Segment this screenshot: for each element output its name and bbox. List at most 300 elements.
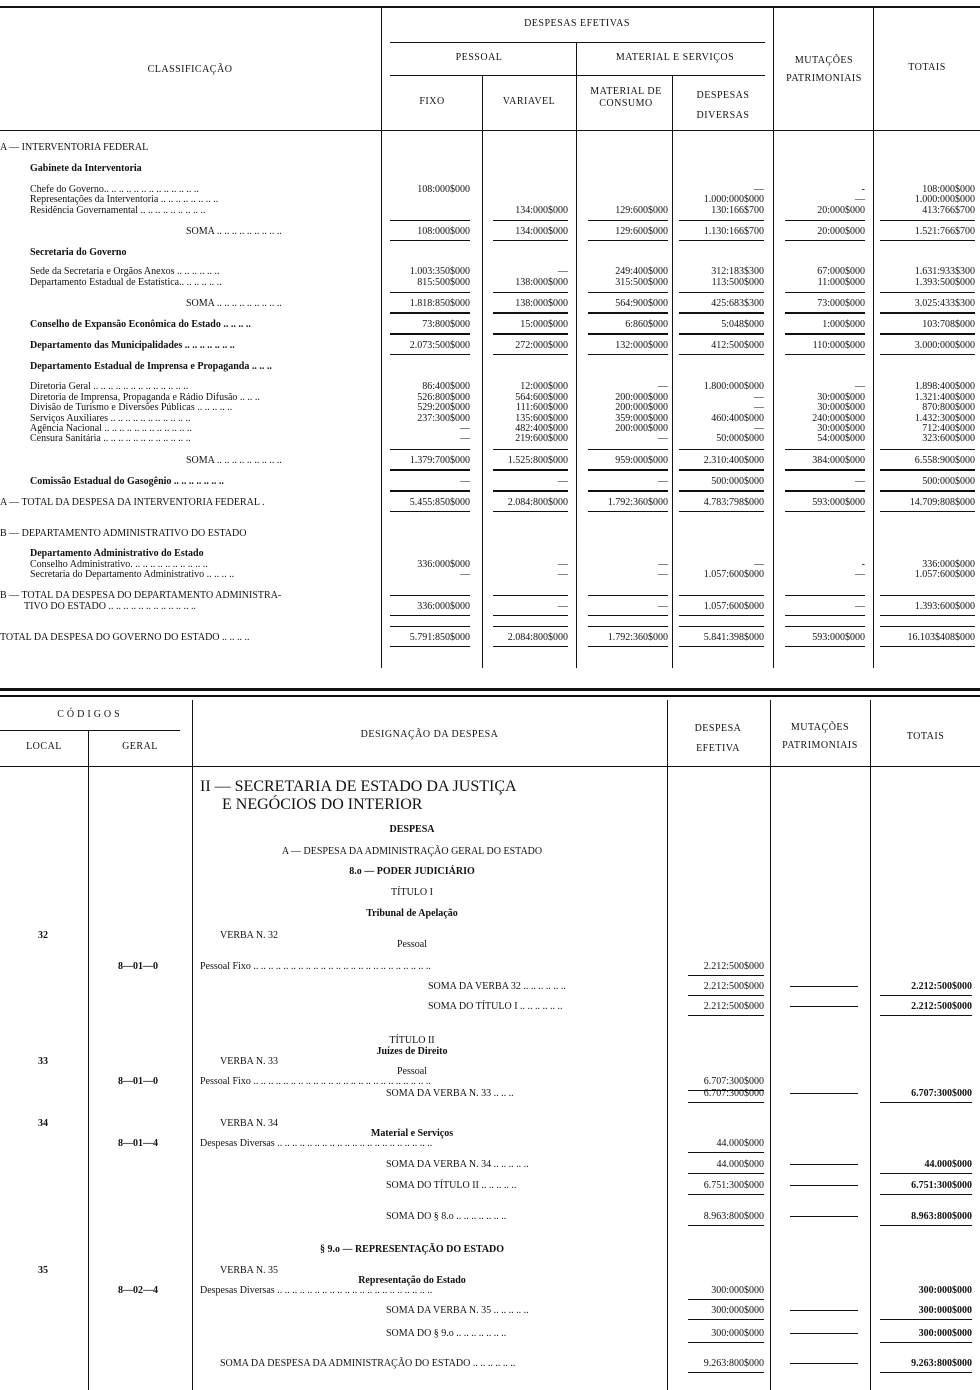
- cell-value: 1.432:300$000: [914, 413, 975, 424]
- sum-rule: [880, 313, 975, 314]
- sum-rule: [588, 334, 668, 335]
- sum-rule: [588, 313, 668, 314]
- sum-rule: [588, 595, 668, 596]
- header-rule: [0, 766, 980, 767]
- total-value: 6.707:300$000: [911, 1088, 972, 1099]
- designation-text: TÍTULO II: [389, 1035, 435, 1046]
- header-geral: GERAL: [122, 741, 158, 752]
- sum-rule: [390, 615, 470, 616]
- sum-rule: [880, 1015, 972, 1016]
- cell-value: 1.057:600$000: [703, 569, 764, 580]
- designation-text: Despesas Diversas .. .. .. .. .. .. .. .. .. .. .. .. .. .. .. .. .. .. .. .. ..: [200, 1285, 433, 1296]
- row-label: B — DEPARTAMENTO ADMINISTRATIVO DO ESTADO: [0, 528, 247, 539]
- sum-rule: [679, 491, 764, 492]
- sum-rule: [688, 1173, 764, 1174]
- despesa-efetiva-value: 2.212:500$000: [703, 981, 764, 992]
- sum-rule: [390, 313, 470, 314]
- sum-rule: [880, 1102, 972, 1103]
- despesa-efetiva-value: 9.263:800$000: [703, 1358, 764, 1369]
- sum-rule: [679, 354, 764, 355]
- sum-rule: [880, 470, 975, 471]
- cell-value: 1.525:800$000: [507, 455, 568, 466]
- sum-rule: [679, 220, 764, 221]
- designation-text: SOMA DO TÍTULO II .. .. .. .. ..: [386, 1180, 517, 1191]
- total-value: 300:000$000: [918, 1285, 972, 1296]
- sum-rule: [688, 1342, 764, 1343]
- row-label: Diretoria Geral .. .. .. .. .. .. .. .. .. .. .. .. ..: [30, 381, 189, 392]
- row-label: Departamento Estadual de Imprensa e Propaganda .. .. ..: [30, 361, 272, 372]
- sum-rule: [588, 511, 668, 512]
- cell-value: —: [460, 433, 470, 444]
- cell-value: 425:683$300: [711, 298, 764, 309]
- cell-value: -: [861, 184, 865, 195]
- cell-value: 5.791:850$000: [409, 632, 470, 643]
- designation-text: DESPESA: [389, 824, 435, 835]
- sum-rule: [790, 1093, 858, 1094]
- designation-text: SOMA DO TÍTULO I .. .. .. .. .. ..: [428, 1001, 563, 1012]
- despesa-efetiva-value: 300:000$000: [711, 1285, 764, 1296]
- sum-rule: [493, 615, 568, 616]
- designation-text: A — DESPESA DA ADMINISTRAÇÃO GERAL DO ESTADO: [281, 846, 543, 857]
- sum-rule: [785, 354, 865, 355]
- sum-rule: [493, 449, 568, 450]
- cell-value: 11:000$000: [817, 277, 865, 288]
- cell-value: 20:000$000: [817, 226, 865, 237]
- header-mutacoes: MUTAÇÕES PATRIMONIAIS: [786, 55, 862, 84]
- sum-rule: [588, 470, 668, 471]
- row-label: Divisão de Turismo e Diversões Públicas .. .. .. .. ..: [30, 402, 233, 413]
- row-label: TIVO DO ESTADO .. .. .. .. .. .. .. .. .. .. .. ..: [24, 601, 196, 612]
- sum-rule: [785, 595, 865, 596]
- sum-rule: [679, 470, 764, 471]
- cell-value: 86:400$000: [422, 381, 470, 392]
- cell-value: 108:000$000: [417, 184, 470, 195]
- sum-rule: [785, 511, 865, 512]
- cell-value: 138:000$000: [515, 298, 568, 309]
- cell-value: 1.521:766$700: [914, 226, 975, 237]
- sum-rule: [588, 615, 668, 616]
- sum-rule: [493, 354, 568, 355]
- cell-value: —: [460, 569, 470, 580]
- cell-value: 1.792:360$000: [607, 632, 668, 643]
- row-label: Departamento Administrativo do Estado: [30, 548, 204, 559]
- designation-text: § 9.o — REPRESENTAÇÃO DO ESTADO: [319, 1244, 505, 1255]
- header-classificacao: CLASSIFICAÇÃO: [147, 64, 233, 75]
- code-local: 34: [38, 1118, 48, 1129]
- total-value: 44.000$000: [924, 1159, 972, 1170]
- code-local: 32: [38, 930, 48, 941]
- designation-text: VERBA N. 32: [220, 930, 279, 941]
- total-value: 2.212:500$000: [911, 981, 972, 992]
- cell-value: 138:000$000: [515, 277, 568, 288]
- cell-value: 1.792:360$000: [607, 497, 668, 508]
- cell-value: 1.631:933$300: [914, 266, 975, 277]
- sum-rule: [390, 449, 470, 450]
- sum-rule: [390, 491, 470, 492]
- section-separator: [0, 695, 980, 697]
- sum-rule: [588, 491, 668, 492]
- sum-rule: [390, 334, 470, 335]
- sum-rule: [390, 354, 470, 355]
- cell-value: 1.379:700$000: [409, 455, 470, 466]
- row-label: SOMA .. .. .. .. .. .. .. .. ..: [186, 226, 282, 237]
- cell-value: 2.084:800$000: [507, 632, 568, 643]
- designation-text: Representação do Estado: [358, 1275, 466, 1286]
- sum-rule: [880, 449, 975, 450]
- designation-text: SOMA DA VERBA N. 33 .. .. ..: [386, 1088, 514, 1099]
- sum-rule: [588, 646, 668, 647]
- cell-value: 3.000:000$000: [914, 340, 975, 351]
- despesa-efetiva-value: 6.707:300$000: [703, 1088, 764, 1099]
- sum-rule: [785, 470, 865, 471]
- cell-value: 200:000$000: [615, 423, 668, 434]
- cell-value: —: [558, 601, 568, 612]
- sum-rule: [493, 646, 568, 647]
- total-value: 300:000$000: [918, 1305, 972, 1316]
- row-label: Censura Sanitária .. .. .. .. .. .. .. .. .. .. .. ..: [30, 433, 191, 444]
- cell-value: 129:600$000: [615, 226, 668, 237]
- header-local: LOCAL: [26, 741, 62, 752]
- header-material-consumo: MATERIAL DE CONSUMO: [590, 86, 662, 109]
- sum-rule: [790, 1185, 858, 1186]
- total-value: 2.212:500$000: [911, 1001, 972, 1012]
- cell-value: 12:000$000: [520, 381, 568, 392]
- cell-value: 103:708$000: [922, 319, 975, 330]
- sum-rule: [588, 449, 668, 450]
- cell-value: 336:000$000: [417, 601, 470, 612]
- cell-value: 6:860$000: [625, 319, 668, 330]
- header-rule: [390, 75, 765, 76]
- cell-value: 1.130:166$700: [703, 226, 764, 237]
- cell-value: 500:000$000: [922, 476, 975, 487]
- sum-rule: [588, 220, 668, 221]
- sum-rule: [688, 1372, 764, 1373]
- sum-rule: [880, 1173, 972, 1174]
- cell-value: —: [754, 392, 764, 403]
- sum-rule: [688, 1194, 764, 1195]
- sum-rule: [880, 615, 975, 616]
- sum-rule: [679, 511, 764, 512]
- row-label: Representações da Interventoria .. .. .. .. .. .. .. ..: [30, 194, 219, 205]
- code-local: 35: [38, 1265, 48, 1276]
- sum-rule: [790, 986, 858, 987]
- cell-value: 1.000:000$000: [914, 194, 975, 205]
- cell-value: —: [658, 569, 668, 580]
- designation-text: Pessoal Fixo .. .. .. .. .. .. .. .. .. .. .. .. .. .. .. .. .. .. .. .. .. .. .. ..: [200, 961, 431, 972]
- header-material-servicos: MATERIAL E SERVIÇOS: [615, 52, 735, 63]
- sum-rule: [880, 595, 975, 596]
- cell-value: 30:000$000: [817, 402, 865, 413]
- cell-value: 1.000:000$000: [703, 194, 764, 205]
- cell-value: 67:000$000: [817, 266, 865, 277]
- cell-value: —: [558, 476, 568, 487]
- cell-value: —: [754, 559, 764, 570]
- sum-rule: [785, 292, 865, 293]
- cell-value: 815:500$000: [417, 277, 470, 288]
- sum-rule: [493, 491, 568, 492]
- cell-value: 50:000$000: [716, 433, 764, 444]
- cell-value: 6.558:900$000: [914, 455, 975, 466]
- cell-value: 219:600$000: [515, 433, 568, 444]
- sum-rule: [880, 995, 972, 996]
- col-divider: [873, 8, 874, 668]
- header-rule: [0, 130, 980, 131]
- col-divider: [770, 700, 771, 1390]
- cell-value: 113:500$000: [711, 277, 764, 288]
- sum-rule: [679, 334, 764, 335]
- cell-value: 460:400$000: [711, 413, 764, 424]
- sum-rule: [390, 511, 470, 512]
- header-mutacoes: MUTAÇÕES PATRIMONIAIS: [782, 722, 858, 751]
- cell-value: 240:000$000: [812, 413, 865, 424]
- row-label: A — INTERVENTORIA FEDERAL: [0, 142, 149, 153]
- sum-rule: [785, 240, 865, 241]
- sum-rule: [880, 646, 975, 647]
- code-local: 33: [38, 1056, 48, 1067]
- sum-rule: [880, 354, 975, 355]
- cell-value: 2.073:500$000: [409, 340, 470, 351]
- col-divider: [88, 730, 89, 1390]
- sum-rule: [880, 1342, 972, 1343]
- cell-value: —: [460, 423, 470, 434]
- designation-text: VERBA N. 33: [220, 1056, 279, 1067]
- code-geral: 8—01—0: [118, 1076, 158, 1087]
- sum-rule: [785, 220, 865, 221]
- sum-rule: [880, 292, 975, 293]
- row-label: Conselho Administrativo. .. .. .. .. .. .. .. .. .. ..: [30, 559, 208, 570]
- cell-value: 14.709:808$000: [909, 497, 975, 508]
- row-label: Comissão Estadual do Gasogênio .. .. .. .. .. .. ..: [30, 476, 224, 487]
- sum-rule: [390, 646, 470, 647]
- cell-value: 336:000$000: [417, 559, 470, 570]
- sum-rule: [688, 975, 764, 976]
- cell-value: —: [558, 569, 568, 580]
- cell-value: 1.057:600$000: [703, 601, 764, 612]
- row-label: Departamento Estadual de Estatística.. .. .. .. .. ..: [30, 277, 222, 288]
- designation-text: VERBA N. 34: [220, 1118, 279, 1129]
- cell-value: 564:900$000: [615, 298, 668, 309]
- cell-value: —: [855, 569, 865, 580]
- sum-rule: [785, 491, 865, 492]
- sum-rule: [679, 615, 764, 616]
- cell-value: —: [754, 423, 764, 434]
- sum-rule: [588, 626, 668, 627]
- sum-rule: [588, 292, 668, 293]
- sum-rule: [588, 240, 668, 241]
- cell-value: 30:000$000: [817, 423, 865, 434]
- sum-rule: [790, 1310, 858, 1311]
- row-label: Residência Governamental .. .. .. .. .. .. .. .. ..: [30, 205, 206, 216]
- designation-text: Despesas Diversas .. .. .. .. .. .. .. .. .. .. .. .. .. .. .. .. .. .. .. .. ..: [200, 1138, 433, 1149]
- cell-value: 564:600$000: [515, 392, 568, 403]
- despesa-efetiva-value: 6.707:300$000: [703, 1076, 764, 1087]
- row-label: Diretoria de Imprensa, Propaganda e Rádio Difusão .. .. ..: [30, 392, 260, 403]
- cell-value: 3.025:433$300: [914, 298, 975, 309]
- cell-value: —: [855, 476, 865, 487]
- sum-rule: [390, 220, 470, 221]
- sum-rule: [785, 646, 865, 647]
- cell-value: -: [861, 559, 865, 570]
- despesa-efetiva-value: 2.212:500$000: [703, 1001, 764, 1012]
- sum-rule: [790, 1363, 858, 1364]
- col-divider: [870, 700, 871, 1390]
- sum-rule: [790, 1216, 858, 1217]
- cell-value: 2.084:800$000: [507, 497, 568, 508]
- cell-value: 132:000$000: [615, 340, 668, 351]
- sum-rule: [390, 292, 470, 293]
- sum-rule: [493, 292, 568, 293]
- cell-value: 20:000$000: [817, 205, 865, 216]
- sum-rule: [679, 626, 764, 627]
- cell-value: 73:000$000: [817, 298, 865, 309]
- section-title: E NEGÓCIOS DO INTERIOR: [222, 796, 423, 813]
- despesa-efetiva-value: 300:000$000: [711, 1305, 764, 1316]
- sum-rule: [688, 1152, 764, 1153]
- sum-rule: [785, 626, 865, 627]
- designation-text: SOMA DO § 8.o .. .. .. .. .. .. ..: [386, 1211, 507, 1222]
- cell-value: 1.057:600$000: [914, 569, 975, 580]
- cell-value: —: [658, 559, 668, 570]
- col-divider: [773, 8, 774, 668]
- row-label: Gabinete da Interventoria: [30, 163, 142, 174]
- sum-rule: [880, 1319, 972, 1320]
- header-despesas-diversas: DESPESAS DIVERSAS: [696, 90, 750, 121]
- cell-value: 1.800:000$000: [703, 381, 764, 392]
- sum-rule: [880, 220, 975, 221]
- cell-value: 359:000$000: [615, 413, 668, 424]
- col-divider: [576, 42, 577, 668]
- row-label: Departamento das Municipalidades .. .. .. .. .. .. ..: [30, 340, 235, 351]
- sum-rule: [679, 595, 764, 596]
- cell-value: 593:000$000: [812, 497, 865, 508]
- designation-text: SOMA DO § 9.o .. .. .. .. .. .. ..: [386, 1328, 507, 1339]
- header-despesa-efetiva: DESPESA EFETIVA: [694, 723, 742, 754]
- header-despesas-efetivas: DESPESAS EFETIVAS: [524, 18, 630, 29]
- cell-value: —: [658, 381, 668, 392]
- cell-value: 111:600$000: [515, 402, 568, 413]
- sum-rule: [493, 511, 568, 512]
- row-label: Sede da Secretaria e Orgãos Anexos .. .. .. .. .. ..: [30, 266, 220, 277]
- sum-rule: [880, 491, 975, 492]
- cell-value: 1.003:350$000: [409, 266, 470, 277]
- sum-rule: [880, 1194, 972, 1195]
- cell-value: 249:400$000: [615, 266, 668, 277]
- cell-value: 312:183$300: [711, 266, 764, 277]
- designation-text: SOMA DA VERBA N. 35 .. .. .. .. ..: [386, 1305, 529, 1316]
- sum-rule: [880, 240, 975, 241]
- section-title: II — SECRETARIA DE ESTADO DA JUSTIÇA: [200, 778, 517, 795]
- cell-value: —: [558, 559, 568, 570]
- designation-text: Material e Serviços: [370, 1128, 454, 1139]
- designation-text: Pessoal Fixo .. .. .. .. .. .. .. .. .. .. .. .. .. .. .. .. .. .. .. .. .. .. .. ..: [200, 1076, 431, 1087]
- header-totais: TOTAIS: [908, 62, 946, 73]
- cell-value: 108:000$000: [922, 184, 975, 195]
- header-totais: TOTAIS: [906, 731, 945, 742]
- section-separator: [0, 688, 980, 691]
- cell-value: 323:600$000: [922, 433, 975, 444]
- sum-rule: [790, 1006, 858, 1007]
- cell-value: —: [460, 476, 470, 487]
- total-value: 6.751:300$000: [911, 1180, 972, 1191]
- cell-value: 5.841:398$000: [703, 632, 764, 643]
- sum-rule: [880, 626, 975, 627]
- despesa-efetiva-value: 6.751:300$000: [703, 1180, 764, 1191]
- cell-value: 5:048$000: [721, 319, 764, 330]
- sum-rule: [785, 449, 865, 450]
- sum-rule: [679, 313, 764, 314]
- designation-text: SOMA DA DESPESA DA ADMINISTRAÇÃO DO ESTADO .. .. .. .. .. ..: [220, 1358, 516, 1369]
- row-label: Chefe do Governo.. .. .. .. .. .. .. .. .. .. .. .. ..: [30, 184, 199, 195]
- sum-rule: [785, 313, 865, 314]
- sum-rule: [493, 220, 568, 221]
- cell-value: 529:200$000: [417, 402, 470, 413]
- sum-rule: [679, 240, 764, 241]
- sum-rule: [493, 313, 568, 314]
- sum-rule: [588, 354, 668, 355]
- despesa-efetiva-value: 44.000$000: [716, 1138, 764, 1149]
- sum-rule: [880, 1372, 972, 1373]
- cell-value: 870:800$000: [922, 402, 975, 413]
- sum-rule: [688, 1299, 764, 1300]
- sum-rule: [790, 1164, 858, 1165]
- code-geral: 8—01—0: [118, 961, 158, 972]
- designation-text: SOMA DA VERBA 32 .. .. .. .. .. ..: [428, 981, 566, 992]
- cell-value: 110:000$000: [812, 340, 865, 351]
- header-fixo: FIXO: [419, 96, 445, 107]
- sum-rule: [880, 1225, 972, 1226]
- total-value: 300:000$000: [918, 1328, 972, 1339]
- cell-value: 134:000$000: [515, 226, 568, 237]
- designation-text: SOMA DA VERBA N. 34 .. .. .. .. ..: [386, 1159, 529, 1170]
- row-label: Conselho de Expansão Econômica do Estado .. .. .. ..: [30, 319, 251, 330]
- sum-rule: [785, 334, 865, 335]
- header-variavel: VARIAVEL: [502, 96, 556, 107]
- cell-value: 315:500$000: [615, 277, 668, 288]
- cell-value: 30:000$000: [817, 392, 865, 403]
- row-label: Serviços Auxiliares .. .. .. .. .. .. .. .. .. .. ..: [30, 413, 191, 424]
- sum-rule: [688, 1102, 764, 1103]
- sum-rule: [880, 334, 975, 335]
- cell-value: 2.310:400$000: [703, 455, 764, 466]
- row-label: B — TOTAL DA DESPESA DO DEPARTAMENTO ADMINISTRA-: [0, 590, 282, 601]
- cell-value: —: [754, 184, 764, 195]
- cell-value: 1.393:500$000: [914, 277, 975, 288]
- row-label: SOMA .. .. .. .. .. .. .. .. ..: [186, 455, 282, 466]
- cell-value: 959:000$000: [615, 455, 668, 466]
- code-geral: 8—01—4: [118, 1138, 158, 1149]
- total-value: 9.263:800$000: [911, 1358, 972, 1369]
- sum-rule: [688, 1319, 764, 1320]
- cell-value: 1:000$000: [822, 319, 865, 330]
- header-rule: [390, 42, 765, 43]
- cell-value: —: [658, 601, 668, 612]
- sum-rule: [390, 595, 470, 596]
- header-codigos: CÓDIGOS: [57, 709, 123, 720]
- designation-text: Pessoal: [397, 939, 427, 950]
- sum-rule: [688, 1225, 764, 1226]
- cell-value: 482:400$000: [515, 423, 568, 434]
- despesa-efetiva-value: 44.000$000: [716, 1159, 764, 1170]
- sum-rule: [790, 1333, 858, 1334]
- cell-value: 1.818:850$000: [409, 298, 470, 309]
- header-rule: [0, 730, 180, 731]
- cell-value: 16.103$408$000: [907, 632, 975, 643]
- col-divider: [667, 700, 668, 1390]
- col-divider: [482, 75, 483, 668]
- sum-rule: [493, 334, 568, 335]
- sum-rule: [493, 595, 568, 596]
- cell-value: —: [855, 381, 865, 392]
